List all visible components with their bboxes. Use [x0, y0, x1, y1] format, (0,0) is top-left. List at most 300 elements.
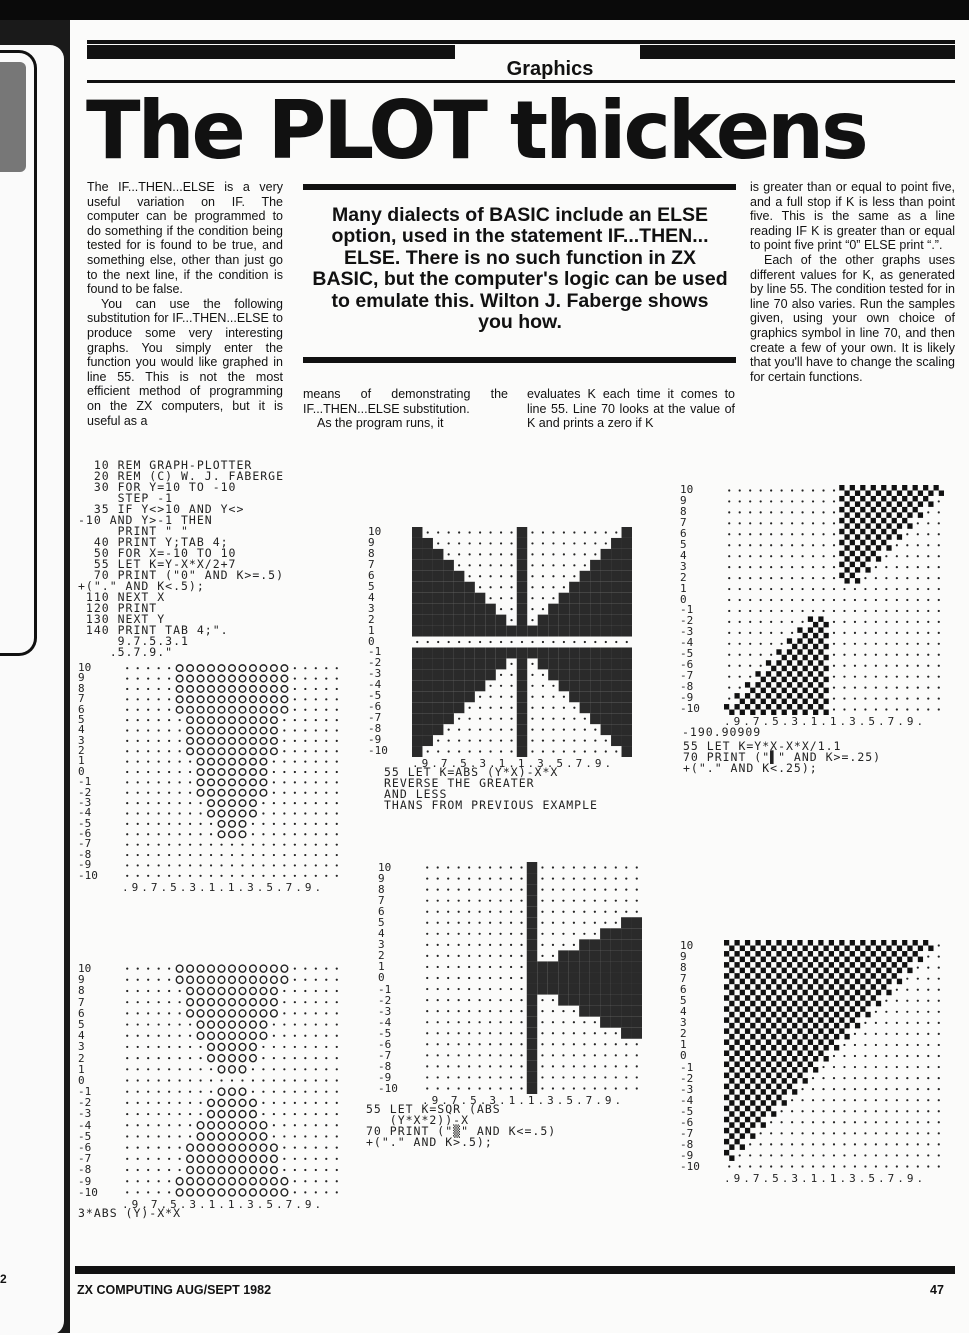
- plot-dot: [541, 889, 543, 891]
- plot-dot: [906, 1132, 908, 1134]
- plot-dot: [896, 588, 898, 590]
- plot-cell: [860, 485, 865, 490]
- plot-dot: [906, 676, 908, 678]
- plot-dot: [739, 1154, 741, 1156]
- plot-cell: [755, 682, 760, 687]
- plot-dot: [573, 564, 575, 566]
- plot-cell: [892, 518, 897, 523]
- plot-zero: [239, 976, 246, 983]
- plot-dot: [273, 761, 275, 763]
- plot-cell: [881, 518, 886, 523]
- plot-dot: [469, 750, 471, 752]
- plot-cell: [537, 961, 547, 972]
- plot-dot: [147, 1113, 149, 1115]
- plot-cell: [517, 560, 527, 571]
- plot-dot: [458, 542, 460, 544]
- plot-zero: [197, 738, 204, 745]
- plot-cell: [886, 946, 891, 952]
- plot-dot: [137, 854, 139, 856]
- plot-cell: [729, 1078, 734, 1084]
- plot-dot: [147, 1102, 149, 1104]
- plot-dot: [510, 739, 512, 741]
- plot-dot: [917, 676, 919, 678]
- plot-dot: [158, 771, 160, 773]
- plot-dot: [875, 1011, 877, 1013]
- plot-dot: [489, 1021, 491, 1023]
- plot-dot: [294, 709, 296, 711]
- plot-dot: [325, 1135, 327, 1137]
- plot-dot: [791, 577, 793, 579]
- plot-cell: [412, 571, 422, 582]
- plot-cell: [548, 604, 558, 615]
- plot-cell: [761, 990, 766, 996]
- plot-dot: [168, 802, 170, 804]
- plot-dot: [336, 1023, 338, 1025]
- plot-cell: [834, 979, 839, 985]
- plot-dot: [833, 1055, 835, 1057]
- plot-cell: [850, 573, 855, 578]
- plot-dot: [315, 990, 317, 992]
- plot-dot: [137, 864, 139, 866]
- plot-cell: [558, 984, 568, 995]
- plot-dot: [542, 597, 544, 599]
- plot-dot: [262, 1113, 264, 1115]
- plot-dot: [137, 1091, 139, 1093]
- plot-dot: [801, 1099, 803, 1101]
- plot-dot: [917, 654, 919, 656]
- plot-dot: [531, 564, 533, 566]
- plot-dot: [917, 544, 919, 546]
- plot-cell: [496, 658, 506, 669]
- plot-dot: [426, 955, 428, 957]
- plot-cell: [782, 1056, 787, 1062]
- plot-zero: [187, 976, 194, 983]
- plot-dot: [325, 1046, 327, 1048]
- plot-dot: [427, 641, 429, 643]
- plot-dot: [843, 1077, 845, 1079]
- plot-dot: [179, 719, 181, 721]
- plot-dot: [147, 1169, 149, 1171]
- plot-dot: [917, 566, 919, 568]
- plot-cell: [902, 485, 907, 490]
- plot-cell: [527, 862, 537, 873]
- plot-zero: [208, 1166, 215, 1173]
- plot-cell: [813, 1012, 818, 1018]
- plot-cell: [750, 946, 755, 952]
- plot-zero: [218, 665, 225, 672]
- plot-dot: [179, 854, 181, 856]
- plot-dot: [864, 1165, 866, 1167]
- plot-dot: [739, 500, 741, 502]
- plot-zero: [218, 1032, 225, 1039]
- plot-dot: [283, 823, 285, 825]
- plot-cell: [876, 990, 881, 996]
- plot-dot: [885, 588, 887, 590]
- plot-dot: [168, 1124, 170, 1126]
- plot-dot: [791, 632, 793, 634]
- plot-dot: [573, 531, 575, 533]
- plot-dot: [500, 707, 502, 709]
- plot-cell: [517, 604, 527, 615]
- plot-dot: [906, 588, 908, 590]
- plot-zero: [176, 675, 183, 682]
- plot-dot: [594, 750, 596, 752]
- plot-cell: [776, 704, 781, 709]
- plot-dot: [315, 1068, 317, 1070]
- plot-dot: [499, 1087, 501, 1089]
- plot-cell: [834, 1023, 839, 1029]
- plot-dot: [437, 977, 439, 979]
- plot-cell: [569, 680, 579, 691]
- plot-cell: [766, 660, 771, 665]
- plot-cell: [782, 1100, 787, 1106]
- plot-cell: [729, 979, 734, 985]
- plot-dot: [594, 729, 596, 731]
- plot-cell: [750, 699, 755, 704]
- plot-dot: [336, 1012, 338, 1014]
- plot-zero: [197, 706, 204, 713]
- plot-dot: [336, 1102, 338, 1104]
- plot-dot: [468, 1087, 470, 1089]
- plot-dot: [927, 522, 929, 524]
- plot-dot: [179, 990, 181, 992]
- plot-dot: [315, 1191, 317, 1193]
- plot-dot: [781, 1165, 783, 1167]
- plot-dot: [304, 967, 306, 969]
- plot-dot: [137, 667, 139, 669]
- plot-dot: [843, 610, 845, 612]
- plot-dot: [615, 1054, 617, 1056]
- plot-cell: [761, 1045, 766, 1051]
- plot-cell: [813, 622, 818, 627]
- plot-dot: [499, 955, 501, 957]
- plot-cell: [611, 961, 621, 972]
- plot-dot: [812, 555, 814, 557]
- plot-zero: [229, 987, 236, 994]
- plot-dot: [885, 643, 887, 645]
- plot-dot: [336, 875, 338, 877]
- plot-dot: [220, 844, 222, 846]
- plot-cell: [934, 485, 939, 490]
- plot-zero: [229, 696, 236, 703]
- plot-cell: [745, 1050, 750, 1056]
- plot-cell: [559, 626, 569, 637]
- plot-zero: [229, 1166, 236, 1173]
- plot-cell: [755, 1073, 760, 1079]
- plot-cell: [527, 626, 537, 637]
- plot-cell: [824, 655, 829, 660]
- plot-dot: [189, 854, 191, 856]
- plot-cell: [734, 1106, 739, 1112]
- plot-dot: [158, 1001, 160, 1003]
- plot-dot: [563, 739, 565, 741]
- plot-dot: [231, 1079, 233, 1081]
- plot-cell: [844, 968, 849, 974]
- plot-zero: [218, 987, 225, 994]
- plot-dot: [437, 877, 439, 879]
- plot-cell: [886, 957, 891, 963]
- plot-dot: [938, 632, 940, 634]
- plot-cell: [412, 560, 422, 571]
- plot-cell: [527, 984, 537, 995]
- plot-cell: [808, 1028, 813, 1034]
- plot-dot: [927, 610, 929, 612]
- plot-cell: [622, 615, 632, 626]
- plot-dot: [520, 1065, 522, 1067]
- plot-cell: [892, 507, 897, 512]
- plot-cell: [422, 691, 432, 702]
- plot-zero: [208, 810, 215, 817]
- plot-zero: [260, 706, 267, 713]
- plot-dot: [812, 599, 814, 601]
- plot-zero: [271, 1178, 278, 1185]
- plot-zero: [218, 1155, 225, 1162]
- plot-dot: [938, 1143, 940, 1145]
- plot-dot: [426, 999, 428, 1001]
- plot-dot: [304, 1191, 306, 1193]
- plot-cell: [537, 972, 547, 983]
- plot-dot: [500, 729, 502, 731]
- plot-cell: [569, 691, 579, 702]
- plot-dot: [168, 688, 170, 690]
- plot-dot: [833, 511, 835, 513]
- plot-cell: [813, 946, 818, 952]
- plot-dot: [252, 844, 254, 846]
- plot-dot: [479, 531, 481, 533]
- plot-cell: [611, 995, 621, 1006]
- plot-cell: [860, 529, 865, 534]
- plot-cell: [855, 946, 860, 952]
- plot-cell: [803, 633, 808, 638]
- graph-canvas: [122, 663, 342, 881]
- plot-dot: [896, 1044, 898, 1046]
- plot-cell: [897, 968, 902, 974]
- plot-dot: [812, 533, 814, 535]
- plot-cell: [839, 1017, 844, 1023]
- plot-zero: [260, 665, 267, 672]
- plot-cell: [855, 545, 860, 550]
- plot-dot: [906, 643, 908, 645]
- plot-cell: [855, 990, 860, 996]
- plot-dot: [605, 750, 607, 752]
- plot-cell: [750, 968, 755, 974]
- plot-cell: [443, 615, 453, 626]
- plot-dot: [189, 761, 191, 763]
- plot-dot: [448, 641, 450, 643]
- plot-dot: [500, 674, 502, 676]
- plot-dot: [168, 1057, 170, 1059]
- plot-zero: [187, 748, 194, 755]
- plot-cell: [876, 946, 881, 952]
- plot-dot: [126, 854, 128, 856]
- plot-dot: [220, 1079, 222, 1081]
- plot-cell: [808, 616, 813, 621]
- plot-dot: [199, 1102, 201, 1104]
- plot-dot: [315, 1124, 317, 1126]
- plot-dot: [147, 1035, 149, 1037]
- plot-dot: [927, 1077, 929, 1079]
- plot-dot: [604, 911, 606, 913]
- plot-dot: [843, 588, 845, 590]
- plot-zero: [239, 758, 246, 765]
- plot-dot: [896, 1088, 898, 1090]
- plot-dot: [336, 1180, 338, 1182]
- plot-dot: [336, 1057, 338, 1059]
- plot-cell: [787, 984, 792, 990]
- plot-dot: [843, 1154, 845, 1156]
- plot-dot: [168, 1169, 170, 1171]
- plot-dot: [199, 1113, 201, 1115]
- plot-dot: [437, 1032, 439, 1034]
- plot-zero: [260, 1021, 267, 1028]
- plot-zero: [250, 1122, 257, 1129]
- plot-cell: [766, 962, 771, 968]
- plot-zero: [218, 976, 225, 983]
- plot-dot: [500, 553, 502, 555]
- plot-cell: [761, 946, 766, 952]
- plot-dot: [927, 1055, 929, 1057]
- plot-dot: [489, 750, 491, 752]
- plot-dot: [542, 553, 544, 555]
- plot-dot: [252, 1068, 254, 1070]
- plot-zero: [281, 675, 288, 682]
- plot-dot: [938, 511, 940, 513]
- plot-dot: [615, 877, 617, 879]
- plot-dot: [749, 676, 751, 678]
- plot-zero: [197, 1122, 204, 1129]
- body-paragraph: means of demonstrating the IF...THEN...ELSE substitution.: [303, 387, 508, 416]
- plot-dot: [304, 792, 306, 794]
- plot-cell: [422, 702, 432, 713]
- plot-dot: [468, 966, 470, 968]
- plot-cell: [517, 571, 527, 582]
- plot-cell: [527, 895, 537, 906]
- plot-dot: [294, 781, 296, 783]
- plot-dot: [833, 632, 835, 634]
- plot-cell: [527, 939, 537, 950]
- plot-cell: [527, 995, 537, 1006]
- plot-dot: [336, 709, 338, 711]
- plot-cell: [433, 604, 443, 615]
- plot-cell: [734, 940, 739, 946]
- plot-dot: [791, 1165, 793, 1167]
- plot-dot: [294, 729, 296, 731]
- plot-dot: [833, 1088, 835, 1090]
- plot-dot: [739, 511, 741, 513]
- plot-zero: [176, 686, 183, 693]
- plot-dot: [315, 1135, 317, 1137]
- plot-cell: [803, 1034, 808, 1040]
- plot-dot: [875, 1154, 877, 1156]
- plot-dot: [864, 708, 866, 710]
- plot-cell: [918, 946, 923, 952]
- plot-cell: [771, 1067, 776, 1073]
- plot-cell: [755, 1050, 760, 1056]
- plot-cell: [750, 1001, 755, 1007]
- plot-dot: [938, 676, 940, 678]
- plot-dot: [168, 750, 170, 752]
- plot-dot: [168, 1001, 170, 1003]
- plot-cell: [740, 699, 745, 704]
- plot-dot: [822, 511, 824, 513]
- plot-dot: [147, 854, 149, 856]
- plot-dot: [315, 1158, 317, 1160]
- plot-cell: [621, 1006, 631, 1017]
- plot-cell: [622, 691, 632, 702]
- plot-dot: [760, 621, 762, 623]
- plot-cell: [834, 1034, 839, 1040]
- plot-cell: [433, 658, 443, 669]
- plot-zero: [187, 665, 194, 672]
- plot-cell: [729, 1133, 734, 1139]
- plot-dot: [770, 588, 772, 590]
- plot-zero: [197, 769, 204, 776]
- plot-cell: [422, 582, 432, 593]
- plot-dot: [812, 522, 814, 524]
- plot-dot: [325, 1124, 327, 1126]
- plot-dot: [917, 1088, 919, 1090]
- plot-dot: [168, 833, 170, 835]
- plot-dot: [875, 1165, 877, 1167]
- plot-dot: [294, 1135, 296, 1137]
- plot-zero: [281, 665, 288, 672]
- plot-cell: [740, 957, 745, 963]
- plot-dot: [294, 1035, 296, 1037]
- plot-dot: [294, 1079, 296, 1081]
- plot-dot: [791, 566, 793, 568]
- plot-cell: [548, 615, 558, 626]
- plot-dot: [833, 500, 835, 502]
- plot-dot: [210, 1079, 212, 1081]
- plot-cell: [808, 940, 813, 946]
- plot-dot: [468, 1076, 470, 1078]
- plot-dot: [938, 1132, 940, 1134]
- plot-dot: [854, 676, 856, 678]
- plot-dot: [896, 676, 898, 678]
- plot-dot: [885, 566, 887, 568]
- plot-dot: [273, 1057, 275, 1059]
- plot-dot: [854, 1132, 856, 1134]
- plot-cell: [761, 1111, 766, 1117]
- plot-dot: [304, 688, 306, 690]
- plot-cell: [601, 582, 611, 593]
- plot-cell: [580, 593, 590, 604]
- plot-cell: [569, 593, 579, 604]
- plot-dot: [158, 1169, 160, 1171]
- footer-rule: [75, 1266, 955, 1274]
- plot-dot: [562, 1076, 564, 1078]
- plot-dot: [542, 718, 544, 720]
- plot-cell: [755, 1039, 760, 1045]
- plot-cell: [611, 549, 621, 560]
- plot-cell: [808, 638, 813, 643]
- plot-cell: [824, 1023, 829, 1029]
- plot-dot: [531, 685, 533, 687]
- plot-cell: [844, 990, 849, 996]
- plot-zero: [271, 748, 278, 755]
- plot-dot: [458, 944, 460, 946]
- plot-dot: [833, 1066, 835, 1068]
- plot-zero: [250, 1189, 257, 1196]
- plot-dot: [304, 833, 306, 835]
- plot-dot: [927, 989, 929, 991]
- plot-cell: [517, 702, 527, 713]
- plot-dot: [885, 676, 887, 678]
- plot-cell: [454, 702, 464, 713]
- plot-dot: [636, 900, 638, 902]
- plot-dot: [499, 1054, 501, 1056]
- plot-dot: [510, 1032, 512, 1034]
